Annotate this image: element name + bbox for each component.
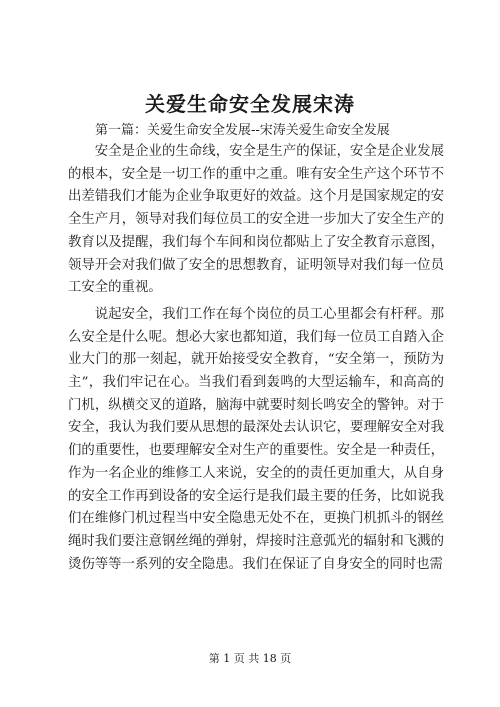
paragraph-1: 安全是企业的生命线，安全是生产的保证，安全是企业发展的根本，安全是一切工作的重中之重。唯有安全生产这个环节不出差错我们才能为企业争取更好的效益。这个月是国家规定的安全生产月，领导对我们每位员工的安全进一步加大了安全生产的教育以及提醒，我们每个车间和岗位都贴上了安全教育示意图，领导开会对我们做了安全的思想教育，证明领导对我们每一位员工安全的重视。 <box>68 144 444 296</box>
page-footer: 第 1 页 共 18 页 <box>208 652 292 665</box>
document-title: 关爱生命安全发展宋涛 <box>145 92 355 116</box>
document-subtitle: 第一篇：关爱生命安全发展--宋涛关爱生命安全发展 <box>95 123 390 138</box>
paragraph-2: 说起安全，我们工作在每个岗位的员工心里都会有杆秤。那么安全是什么呢。想必大家也都知道，我们每一位员工自踏入企业大门的那一刻起，就开始接受安全教育，“安全第一，预防为主”，我们牢记在心。当我们看到轰鸣的大型运输车，和高高的门机，纵横交叉的道路，脑海中就要时刻长鸣安全的警钟。对于安全，我认为我们要从思想的最深处去认识它，要理解安全对我们的重要性，也要理解安全对生产的重要性。安全是一种责任，作为一名企业的维修工人来说，安全的的责任更加重大，从自身的安全工作再到设备的安全运行是我们最主要的任务，比如说我们在维修门机过程当中安全隐患无处不在，更换门机抓斗的钢丝绳时我们要注意钢丝绳的弹射，焊接时注意弧光的辐射和飞溅的烫伤等等一系列的安全隐患。我们在保证了自身安全的同时也需 <box>68 306 444 572</box>
document-body <box>68 141 444 580</box>
